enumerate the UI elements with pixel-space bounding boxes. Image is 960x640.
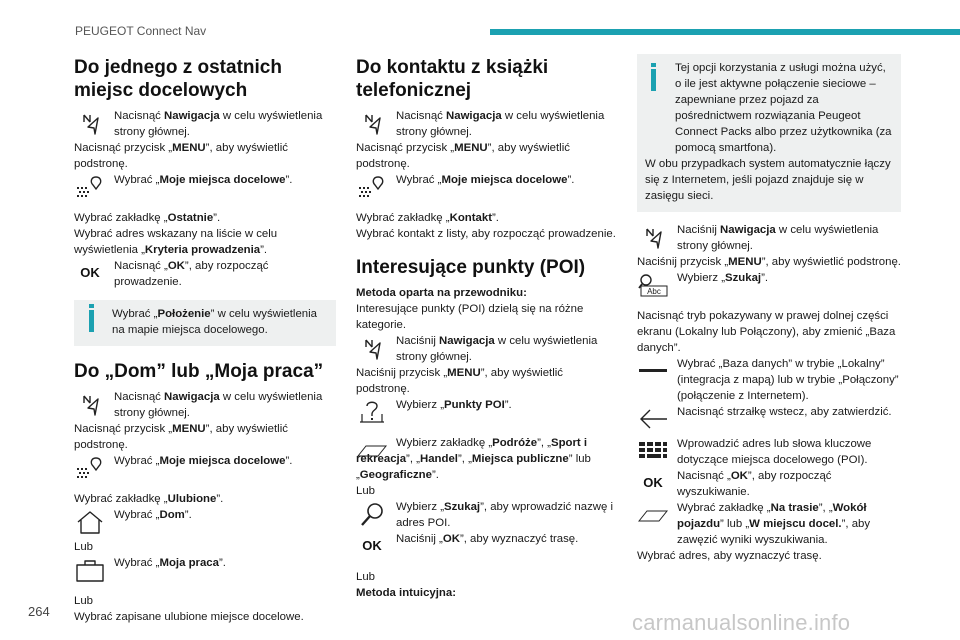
step-my-destinations-2: Wybrać „Moje miejsca docelowe”. [74,453,336,485]
info-icon [89,304,94,308]
step-ok: OK Nacisnąć „OK”, aby rozpocząć prowadzenie. [74,258,336,290]
map-pin-grid-icon [74,173,106,201]
tab-icon [356,436,388,464]
step-database: Wybrać „Baza danych” w trybie „Lokalny” (integracja z mapą) lub w trybie „Połączony” (połączenie z Internetem). [637,356,901,404]
text-mode-database: Nacisnąć tryb pokazywany w prawej dolnej części ekranu (Lokalny lub Połączony), aby zmienić „Baza danych”. [637,310,896,354]
navigation-icon [356,334,388,362]
subheading-intuitive: Metoda intuicyjna: [356,587,456,599]
text-tab-recent: Wybrać zakładkę „Ostatnie”. [74,212,221,224]
text-tab-favourites: Wybrać zakładkę „Ulubione”. [74,493,224,505]
home-icon [74,508,106,536]
text-poi-categories: Interesujące punkty (POI) dzielą się na różne kategorie. [356,303,584,331]
step-my-destinations: Wybrać „Moje miejsca docelowe”. [74,172,336,204]
subheading-guided: Metoda oparta na przewodniku: [356,287,527,299]
page-number: 264 [28,604,50,619]
text-select-favourite: Wybrać zapisane ulubione miejsce docelowe. [74,611,304,623]
step-work: Wybrać „Moja praca”. [74,555,336,587]
section-title-contact: Do kontaktu z książki telefonicznej [356,57,549,101]
abc-label: Abc [647,287,661,296]
briefcase-icon [74,556,106,584]
navigation-icon [74,109,106,137]
text-menu-4: Naciśnij przycisk „MENU”, aby wyświetlić podstronę. [356,367,563,395]
text-select-contact: Wybrać kontakt z listy, aby rozpocząć prowadzenie. [356,228,616,240]
column-1 [74,56,336,625]
text-menu-5: Naciśnij przycisk „MENU”, aby wyświetlić podstronę. [637,256,901,268]
header-title: PEUGEOT Connect Nav [75,24,207,38]
text-menu-3: Nacisnąć przycisk „MENU”, aby wyświetlić podstronę. [356,142,570,170]
step-my-destinations-3: Wybrać „Moje miejsca docelowe”. [356,172,618,204]
step-navigation: Nacisnąć Nawigacja w celu wyświetlenia strony głównej. [74,108,336,140]
step-poi: Wybierz „Punkty POI”. [356,397,618,429]
step-tabs: Wybierz zakładkę „Podróże”, „Sport i rekreacja”, „Handel”, „Miejsca publiczne” lub „Geograficzne”. [356,437,591,481]
step-navigation-4: Naciśnij Nawigacja w celu wyświetlenia strony głównej. [356,333,618,365]
step-navigation-2: Nacisnąć Nawigacja w celu wyświetlenia strony głównej. [74,389,336,421]
poi-question-icon [356,398,388,426]
text-or: Lub [74,541,94,553]
text-select-address-route: Wybrać adres, aby wyznaczyć trasę. [637,550,822,562]
text-select-address: Wybrać adres wskazany na liście w celu wyświetlenia „Kryteria prowadzenia”. [74,228,278,256]
section-title-recent: Do jednego z ostatnich miejsc docelowych [74,57,282,101]
step-ok-3: OK Nacisnąć „OK”, aby rozpocząć wyszukiwanie. [637,468,901,500]
column-3 [637,54,901,564]
text-menu-2: Nacisnąć przycisk „MENU”, aby wyświetlić podstronę. [74,423,288,451]
info-icon [651,63,656,67]
step-home: Wybrać „Dom”. [74,507,336,539]
watermark: carmanualsonline.info [632,610,851,635]
text-or-3: Lub [356,485,376,497]
step-navigation-3: Nacisnąć Nawigacja w celu wyświetlenia strony głównej. [356,108,618,140]
step-ok-2: OK Naciśnij „OK”, aby wyznaczyć trasę. [356,531,618,563]
text-or-4: Lub [356,571,376,583]
column-2 [356,56,618,601]
search-abc-icon [637,271,669,299]
step-keyboard: Wprowadzić adres lub słowa kluczowe dotyczące miejsca docelowego (POI). [637,436,901,468]
navigation-icon [74,390,106,418]
text-tab-contact: Wybrać zakładkę „Kontakt”. [356,212,499,224]
step-search: Wybierz „Szukaj”, aby wprowadzić nazwę i adres POI. [356,499,618,531]
navigation-icon [356,109,388,137]
header-accent-bar [490,29,960,35]
keyboard-icon [637,437,669,465]
step-back: Nacisnąć strzałkę wstecz, aby zatwierdzić. [637,404,901,436]
ok-icon: OK [643,475,663,490]
map-pin-grid-icon [356,173,388,201]
tab-icon [637,501,669,529]
ok-icon: OK [80,265,100,280]
step-search-2: Abc Wybierz „Szukaj”. [637,270,901,302]
ok-icon: OK [362,538,382,553]
section-title-home-work: Do „Dom” lub „Moja praca” [74,361,324,382]
map-pin-grid-icon [74,454,106,482]
info-note-connected: Tej opcji korzystania z usługi można użyć, o ile jest aktywne połączenie sieciowe – zapewniane przez pojazd za pośrednictwem rozwiązania Peugeot Connect Packs albo przez użytkownika (za pomocą smartfona). W obu przypadkach system automatycznie łączy się z Internetem, jeśli pojazd znajduje się w zasięgu sieci. [637,54,901,212]
search-icon [356,500,388,528]
text-menu: Nacisnąć przycisk „MENU”, aby wyświetlić podstronę. [74,142,288,170]
text-or-2: Lub [74,595,94,607]
back-arrow-icon [637,405,669,433]
navigation-icon [637,223,669,251]
toggle-bar-icon [637,357,669,385]
section-title-poi: Interesujące punkty (POI) [356,257,586,278]
step-filter-tabs: Wybrać zakładkę „Na trasie”, „Wokół pojazdu” lub „W miejscu docel.”, aby zawęzić wyniki wyszukiwania. [637,500,901,548]
info-note: Wybrać „Położenie” w celu wyświetlenia na mapie miejsca docelowego. [74,300,336,346]
step-navigation-5: Naciśnij Nawigacja w celu wyświetlenia strony głównej. [637,222,901,254]
